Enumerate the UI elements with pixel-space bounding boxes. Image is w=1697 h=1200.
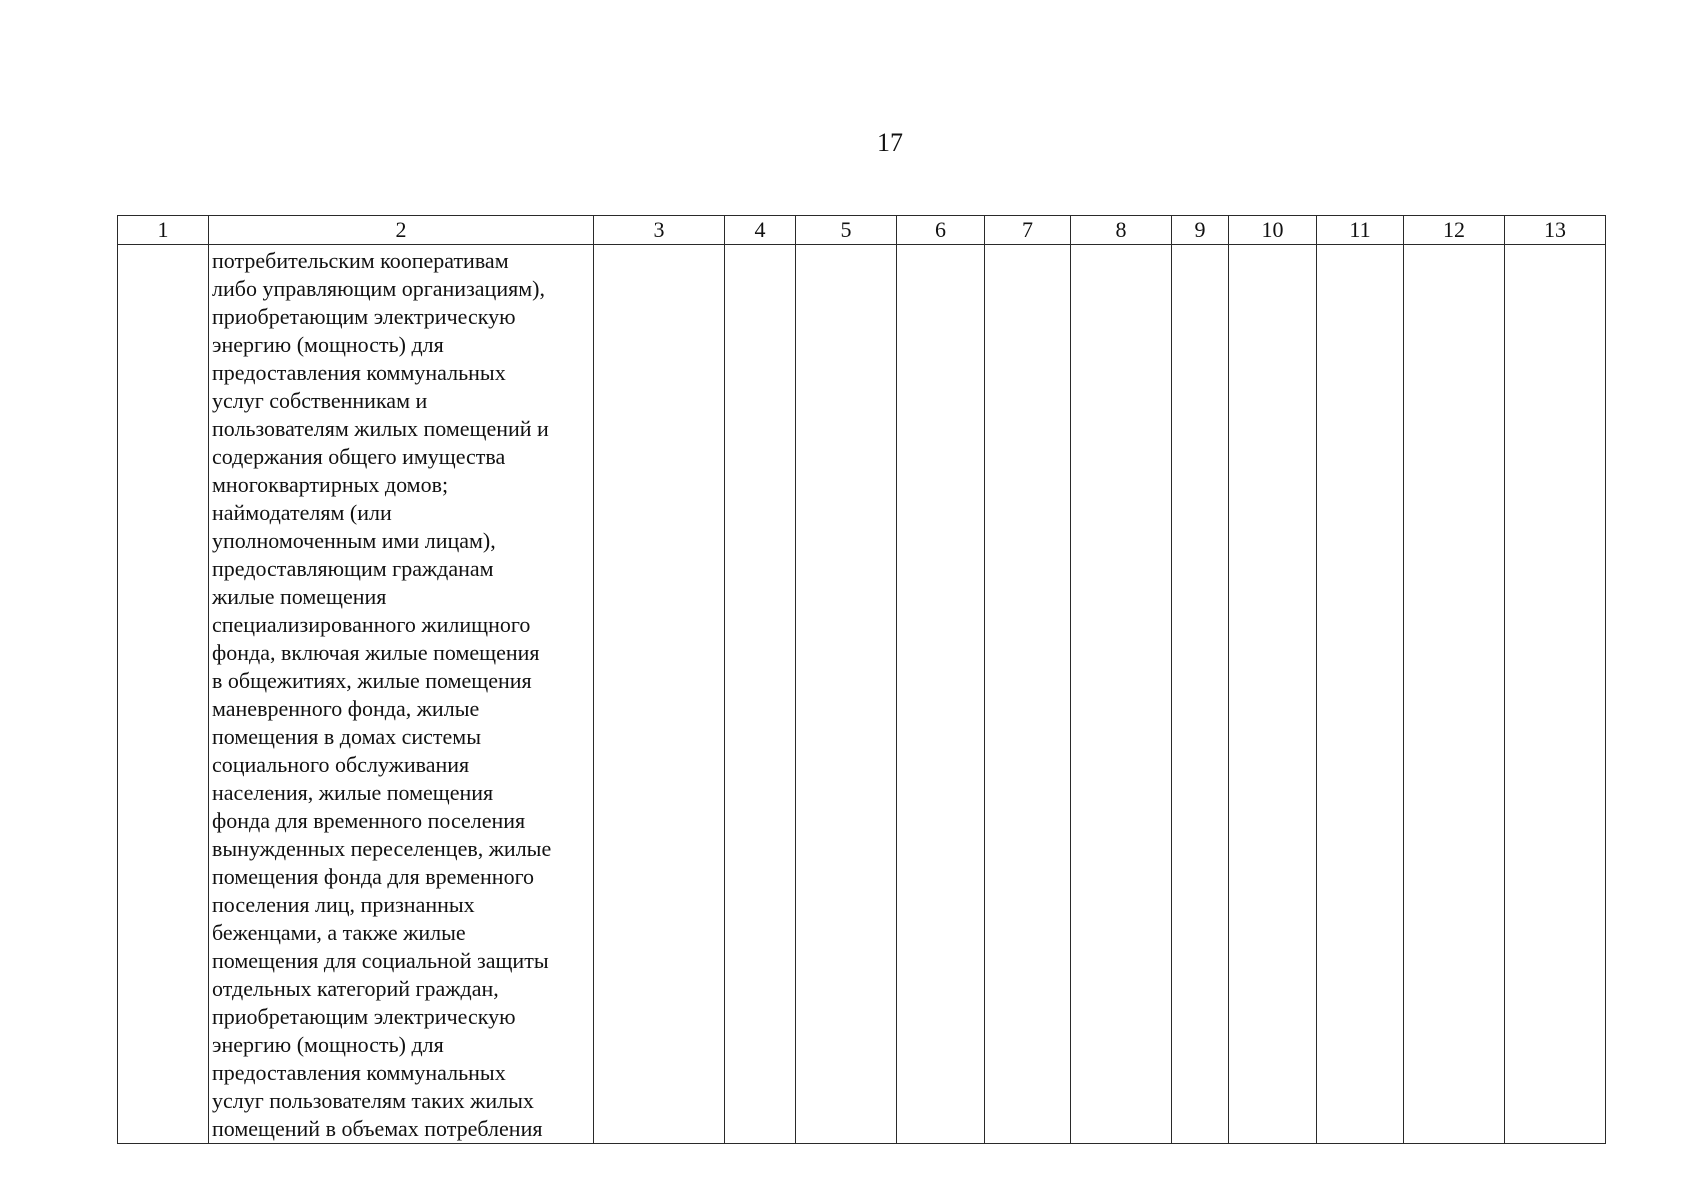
cell-col-1	[118, 245, 209, 1144]
header-row	[118, 216, 1606, 245]
cell-col-11	[1317, 245, 1404, 1144]
column-header-3: 3	[594, 216, 725, 245]
column-header-10: 10	[1229, 216, 1317, 245]
column-header-9: 9	[1172, 216, 1229, 245]
cell-col-8	[1071, 245, 1172, 1144]
cell-col-9	[1172, 245, 1229, 1144]
cell-col-2	[209, 245, 594, 1144]
cell-col-5	[796, 245, 897, 1144]
column-header-2: 2	[209, 216, 594, 245]
cell-col-6	[897, 245, 985, 1144]
column-header-6: 6	[897, 216, 985, 245]
cell-col-7	[985, 245, 1071, 1144]
cell-col-4	[725, 245, 796, 1144]
cell-col-10	[1229, 245, 1317, 1144]
page-number: 17	[877, 128, 903, 157]
cell-col-3	[594, 245, 725, 1144]
column-header-5: 5	[796, 216, 897, 245]
data-table	[117, 215, 1606, 1144]
column-header-4: 4	[725, 216, 796, 245]
column-header-8: 8	[1071, 216, 1172, 245]
column-header-7: 7	[985, 216, 1071, 245]
column-header-11: 11	[1317, 216, 1404, 245]
cell-col-12	[1404, 245, 1505, 1144]
column-header-12: 12	[1404, 216, 1505, 245]
cell-col-13	[1505, 245, 1606, 1144]
column-header-1: 1	[118, 216, 209, 245]
table-row	[118, 245, 1606, 1144]
column-header-13: 13	[1505, 216, 1606, 245]
cell-col-2-text: потребительским кооперативам либо управляющим организациям), приобретающим электрическую энергию (мощность) для предоставления коммунальных услуг собственникам и пользователям жилых помещений и содержания общего имущества многоквартирных домов; наймодателям (или уполномоченным ими лицам), предоставляющим гражданам жилые помещения специализированного жилищного фонда, включая жилые помещения в общежитиях, жилые помещения маневренного фонда, жилые помещения в домах системы социального обслуживания населения, жилые помещения фонда для временного поселения вынужденных переселенцев, жилые помещения фонда для временного поселения лиц, признанных беженцами, а также жилые помещения для социальной защиты отдельных категорий граждан, приобретающим электрическую энергию (мощность) для предоставления коммунальных услуг пользователям таких жилых помещений в объемах потребления	[212, 248, 552, 1141]
